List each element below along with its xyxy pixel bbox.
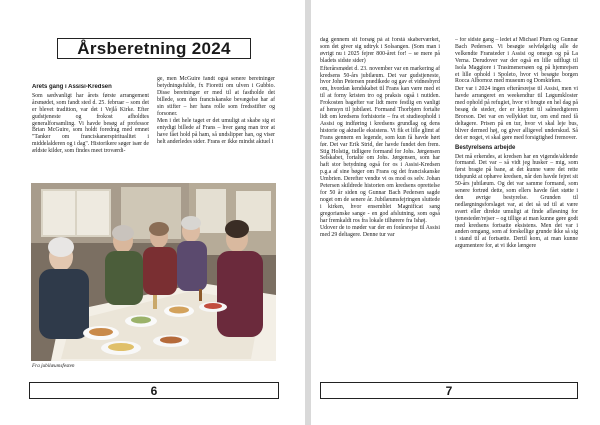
paragraph: ge, men McGuire fandt også senere beretninger betydningsfulde, fx Fioretti om ulven i Gubbio. Disse beretninger er med til at fastholde det billede, som den franciskanske bevægelse har af sin stifter – her hans rolle som fredsstifter og forsoner. bbox=[157, 76, 275, 117]
left-text-column-1 bbox=[32, 84, 149, 176]
anniversary-party-photo bbox=[31, 183, 276, 361]
paragraph: Men i det hele taget er det umuligt at skabe sig et entydigt billede af Frans – hver gang man tror at have fået hold på ham, så undslipper han, og viser helt anderledes sider. Frans er ikke mindst aktuel i bbox=[157, 118, 275, 146]
paragraph: – for sidste gang – ledet af Michael Plum og Gunnar Bach Pedersen. Vi besøgte selvfølgelig alle de velkendte Fransteder i Assisi og omegn og på La Verna. Derudover var der også en lille udflugt til Isola Maggiore i Trasimenersøen og på hjemrejsen et lille ophold i Spoleto, hvor vi besøgte borgen Rocca Albornoz med museum og Domkirken. bbox=[455, 37, 578, 85]
paragraph: dag gennem sit forsøg på at forstå skaberværket, som det giver sig udtryk i Solsangen. (Som man i øvrigt nu i 2025 fejrer 800-året for! – se mere på bladets sidste sider) bbox=[320, 37, 440, 64]
photo-caption: Fra jubilæumsfesten bbox=[32, 363, 75, 369]
paragraph: Efterårsmødet d. 23. november var en markering af kredsens 50-års jubilæum. Det var gudstjeneste, hvor John Petersen prædikede og gav et vidnesbyrd om, hvordan kendskabet til Frans kan være med et til at forny kristen tro og praksis også i nutiden. Frokosten bagefter var lidt mere festlig en vanligt af hensyn til jubilæet. Formand Thorbjørn fortalte lidt om kredsens forhistorie – fra et studieophold i Assisi og indføring i kredsens grundlag og dens historie og aktuelle eksistens. Vi fik et lille glimt af Frans gennem en legende, som kun få havde hørt før. Det var Erik Strid, der havde fundet den frem. Stig Holstig, tidligere formand for Johs. Jørgensen Selskabet, fortalte om Johs. Jørgensen, som har haft stor betydning også for os i Assisi-Kredsen p.g.a af sine bøger om Frans og det franciskanske Umbrien. Derefter vendte vi os mod os selv. Johan Petersen skildrede historien om kredsens oprettelse for 50 år siden og Gunnar Bach Pedersen sagde noget om de senere år. Jubilæumsfejringen sluttede i kirken, hvor ensemblet Magnificat sang gregorianske sange - en god afslutning, som også har fremkaldt ros fra lokale tilhørere fra Ishøj. bbox=[320, 65, 440, 224]
page-title: Årsberetning 2024 bbox=[57, 38, 251, 59]
paragraph: Det må erkendes, at kredsen har en vigende/aldende formand. Det var – så vidt jeg husker – mig, som først bragte på bane, at det kunne være det rette tidspunkt at ophæve kredsen, når den havde fejret sit 50-års jubilæum. Og det var samme formand, som senere fortrød dette, som ellers havde fået støtte i den øvrige bestyrelse. Grunden til nedlægningsforslaget var, at det så ud til at være svært eller direkte umuligt at finde afløsning for tjenesteder/rejser – og tillige at man kunne gøre godt med kredsens fortsatte eksistens. Men det var i anden omgang, som af forskellige grunde ikke så sig i stand til at fortsætte. Dertil kom, at man kunne argumentere for, at vi ikke længere bbox=[455, 153, 578, 250]
right-text-column-2 bbox=[455, 37, 578, 381]
paragraph: Der var i 2024 ingen efterårsrejse til Assisi, men vi havde arrangeret en weekendtur til Løgumkloster med ophold på refugiet, hvor vi brugte en hel dag på besøg de steder, der er knyttet til salmedigteren Brorson. Det var en vellykket tur, om end med få deltagere. Prisen på en tur, hvor vi skal leje bus, bliver dermed høj, og giver alligevel underskud. Så det er noget, vi skal gøre med forsigtighed fremover. bbox=[455, 86, 578, 141]
section-heading: Årets gang i Assisi-Kredsen bbox=[32, 84, 112, 90]
right-page bbox=[311, 0, 600, 425]
left-text-column-2 bbox=[157, 76, 275, 180]
section-heading: Bestyrelsens arbejde bbox=[455, 144, 516, 151]
paragraph: Som sædvanligt har årets første arrangement årsmødet, som fandt sted d. 25. februar – som det er blevet tradition, var det i Vejlå Kirke. Efter gudstjeneste og frokost afholdtes generalforsamling. Vi havde besøg af professor Brian McGuire, som holdt foredrag med emnet "Tanker om franciskanerspiritualitet i middelalderen og i dag". Historikere søger især de ældste kilder, som findes meet troværdi- bbox=[32, 92, 149, 155]
paragraph: Udover de to møder var der en forårsrejse til Assisi med 29 deltagere. Denne tur var bbox=[320, 225, 440, 239]
page-number: 7 bbox=[320, 382, 578, 399]
page-number: 6 bbox=[29, 382, 279, 399]
right-text-column-1 bbox=[320, 37, 440, 381]
